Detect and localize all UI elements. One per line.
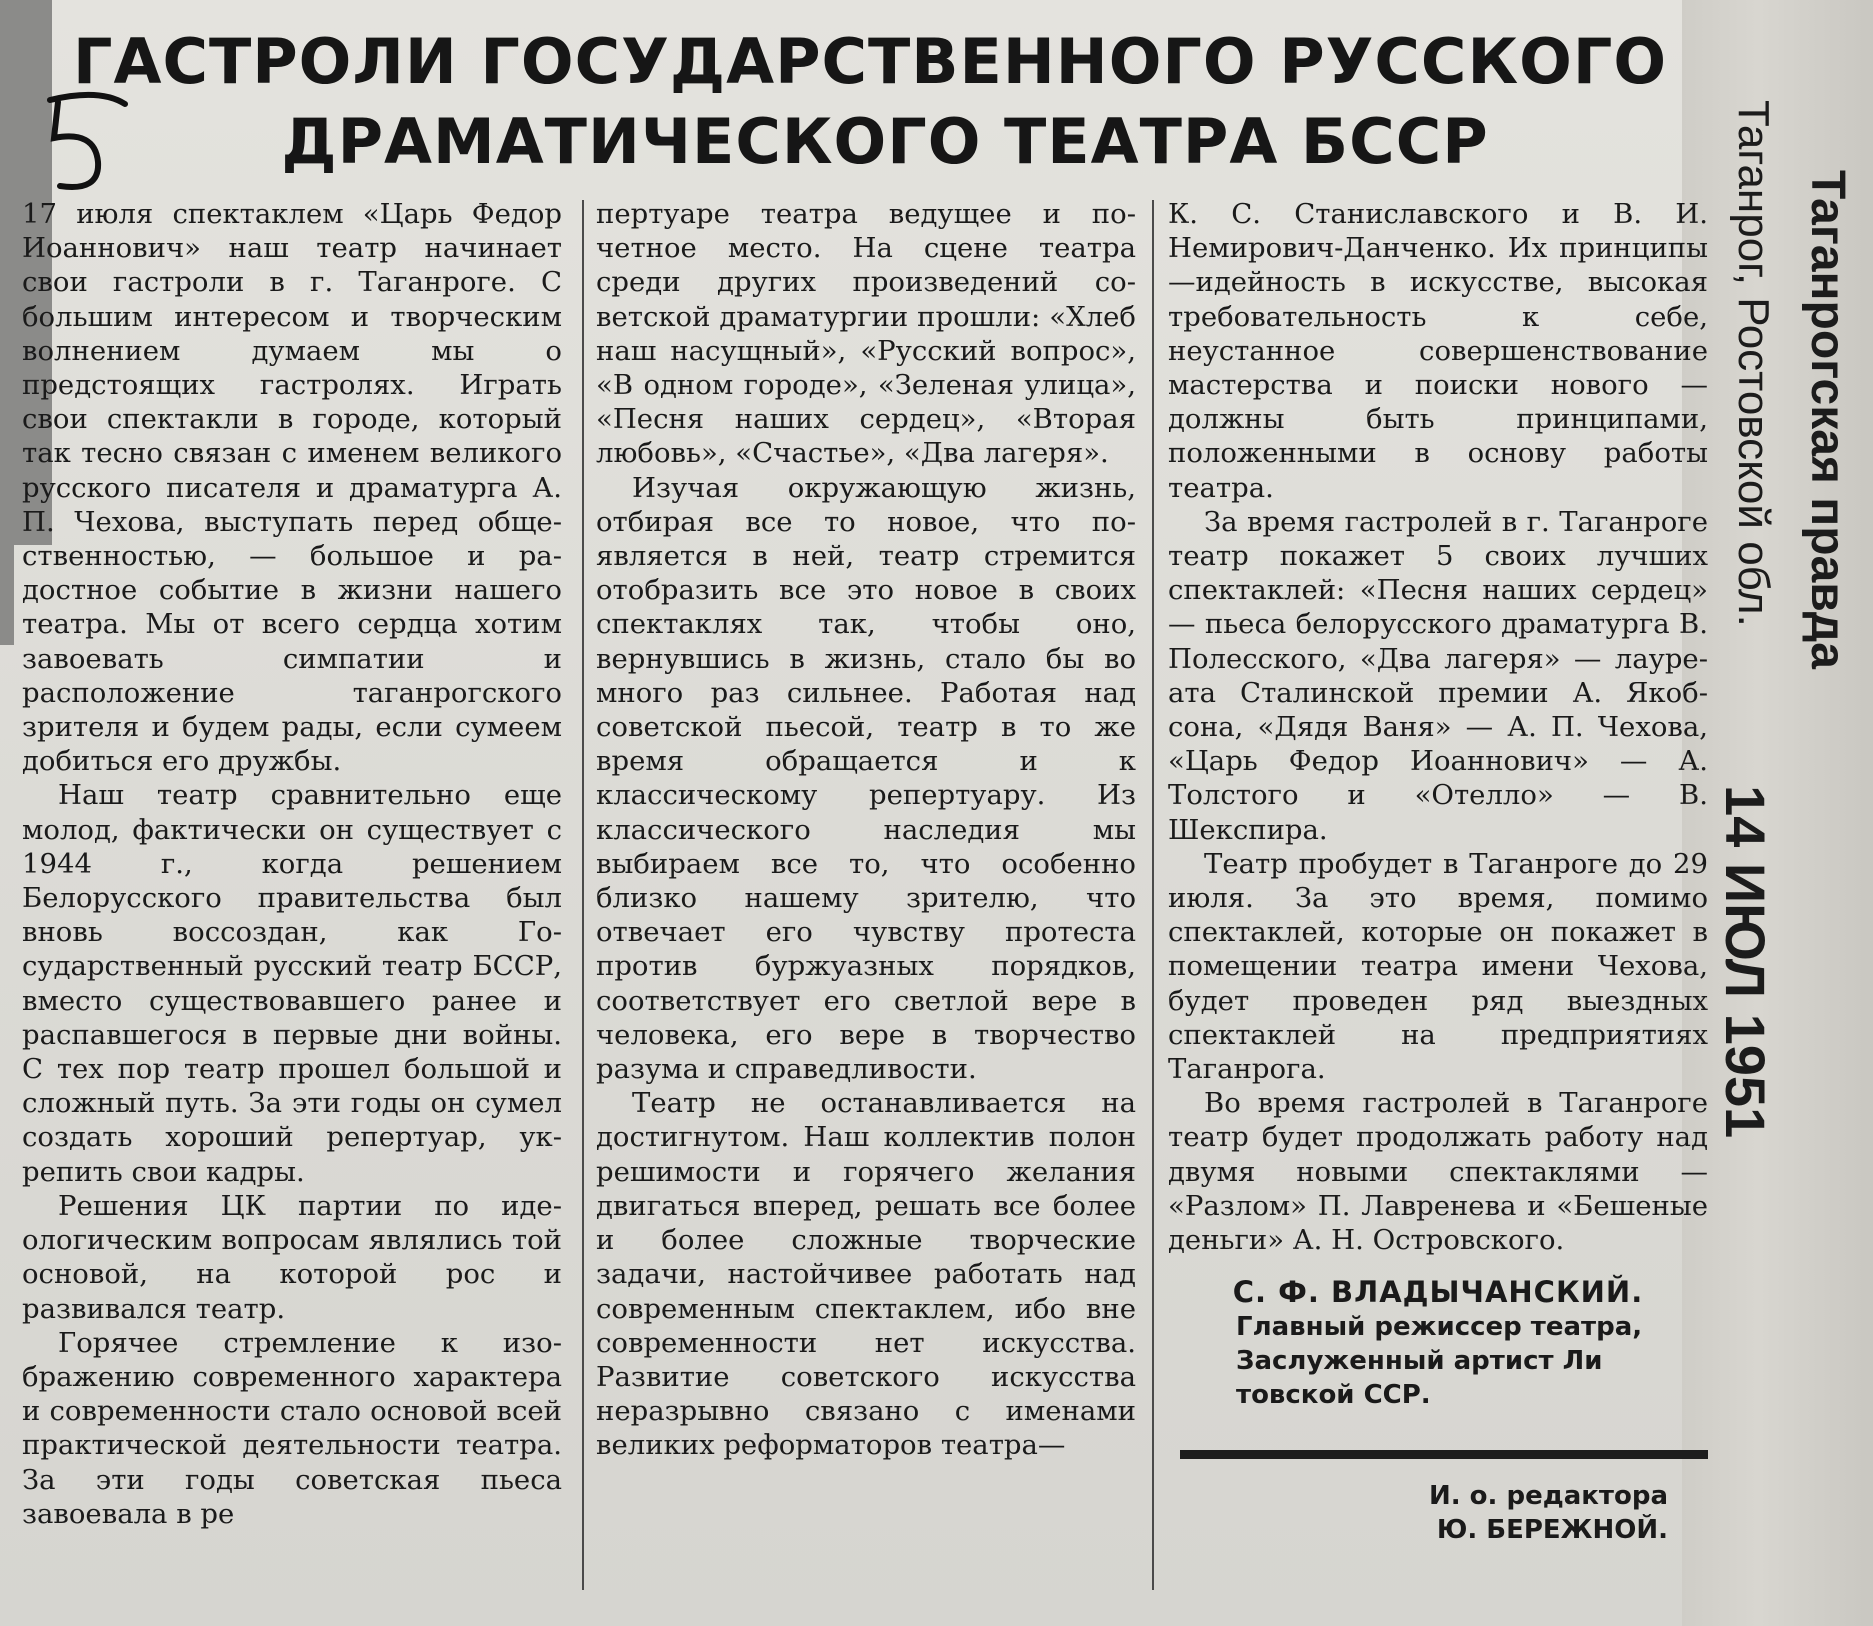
editor-role: И. о. редактора (1428, 1480, 1668, 1511)
headline (70, 22, 1670, 182)
article-column-2 (596, 197, 1136, 1463)
author-name: С. Ф. ВЛАДЫЧАНСКИЙ. (1232, 1275, 1644, 1310)
paragraph: Горячее стремление к изображению современного характера и современности стало основой всей практической деятельности театра. За эти годы советская пьеса завоевала в ре (22, 1326, 562, 1530)
headline-line-1: ГАСТРОЛИ ГОСУДАРСТВЕННОГО РУССКОГО (72, 25, 1668, 98)
column-rule (1152, 200, 1154, 1590)
paragraph: Во время гастролей в Таганроге театр будет продолжать работу над двумя новыми спектаклями — «Разлом» П. Лавренева и «Бешеные деньги» А. Н. Островского. (1168, 1087, 1708, 1257)
divider (1180, 1450, 1708, 1459)
paragraph: Решения ЦК партии по идеологическим вопросам являлись той основой, на которой рос и развивался театр. (22, 1189, 562, 1325)
article-column-1 (22, 197, 562, 1531)
paragraph: пертуаре театра ведущее и почетное место. На сцене театра среди других произведений советской драматургии прошли: «Хлеб наш насущный», «Русский вопрос», «В одном городе», «Зеленая улица», «Песня наших сердец», «Вторая любовь», «Счастье», «Два лагеря». (596, 198, 1136, 470)
paragraph: Театр пробудет в Таганроге до 29 июля. За это время, помимо спектаклей, которые он покажет в помещении театра имени Чехова, будет проведен ряд выездных спектаклей на предприятиях Таганрога. (1168, 847, 1708, 1086)
paragraph: Изучая окружающую жизнь, отбирая все то новое, что появляется в ней, театр стремится отобразить все это новое в своих спектаклях так, чтобы оно, вернувшись в жизнь, стало бы во много раз сильнее. Работая над советской пьесой, театр в то же время обращается и к классическому репертуару. Из классического наследия мы выбираем все то, что особенно близко нашему зрителю, что отвечает его чувству протеста против буржуазных порядков, соответствует его светлой вере в человека, его вере в творчество разума и справедливости. (596, 471, 1136, 1086)
paragraph: Театр не останавливается на достигнутом. Наш коллектив полон решимости и горячего желания двигаться вперед, решать все более и более сложные творческие задачи, настойчивее работать над современным спектаклем, ибо вне современности нет искусства. Развитие советского искусства неразрывно связано с именами великих реформаторов театра— (596, 1087, 1136, 1462)
article-column-3 (1168, 197, 1708, 1547)
paragraph: Наш театр сравнительно еще молод, фактически он существует с 1944 г., когда решением Белорусского правительства был вновь воссоздан, как Государственный русский театр БССР, вместо существовавшего ранее и распавшегося в первые дни войны. С тех пор театр прошел большой и сложный путь. За эти годы он сумел создать хороший репертуар, укрепить свои кадры. (22, 779, 562, 1188)
city-stamp: Таганрог, Ростовской обл. (1729, 100, 1778, 627)
author-title-line: Главный режиссер театра, (1236, 1311, 1643, 1342)
author-title-line: товской ССР. (1236, 1379, 1431, 1410)
headline-line-2: ДРАМАТИЧЕСКОГО ТЕАТРА БССР (281, 105, 1489, 178)
column-rule (582, 200, 584, 1590)
newspaper-name-stamp: Таганрогская правда (1801, 170, 1854, 669)
editor-name: Ю. БЕРЕЖНОЙ. (1436, 1514, 1668, 1545)
paragraph: К. С. Станиславского и В. И. Немирович-Данченко. Их принципы—идейность в искусстве, высокая требовательность к себе, неустанное совершенствование мастерства и поиски нового — должны быть принципами, положенными в основу работы театра. (1168, 198, 1708, 504)
paragraph: 17 июля спектаклем «Царь Федор Иоаннович» наш театр начинает свои гастроли в г. Таганроге. С большим интересом и творческим волнением думаем мы о предстоящих гастролях. Играть свои спектакли в городе, который так тесно связан с именем великого русского писателя и драматурга А. П. Чехова, выступать перед общественностью, — большое и радостное событие в жизни нашего театра. Мы от всего сердца хотим завоевать симпатии и расположение таганрогского зрителя и будем рады, если сумеем добиться его дружбы. (22, 198, 562, 778)
torn-edge (0, 545, 14, 645)
date-stamp: 14 ИЮЛ 1951 (1714, 785, 1777, 1139)
author-title-line: Заслуженный артист Ли (1236, 1345, 1603, 1376)
paragraph: За время гастролей в г. Таганроге театр покажет 5 своих лучших спектаклей: «Песня наших сердец» — пьеса белорусского драматурга В. Полесского, «Два лагеря» — лауреата Сталинской премии А. Якобсона, «Дядя Ваня» — А. П. Чехова, «Царь Федор Иоаннович» — А. Толстого и «Отелло» — В. Шекспира. (1168, 505, 1708, 846)
